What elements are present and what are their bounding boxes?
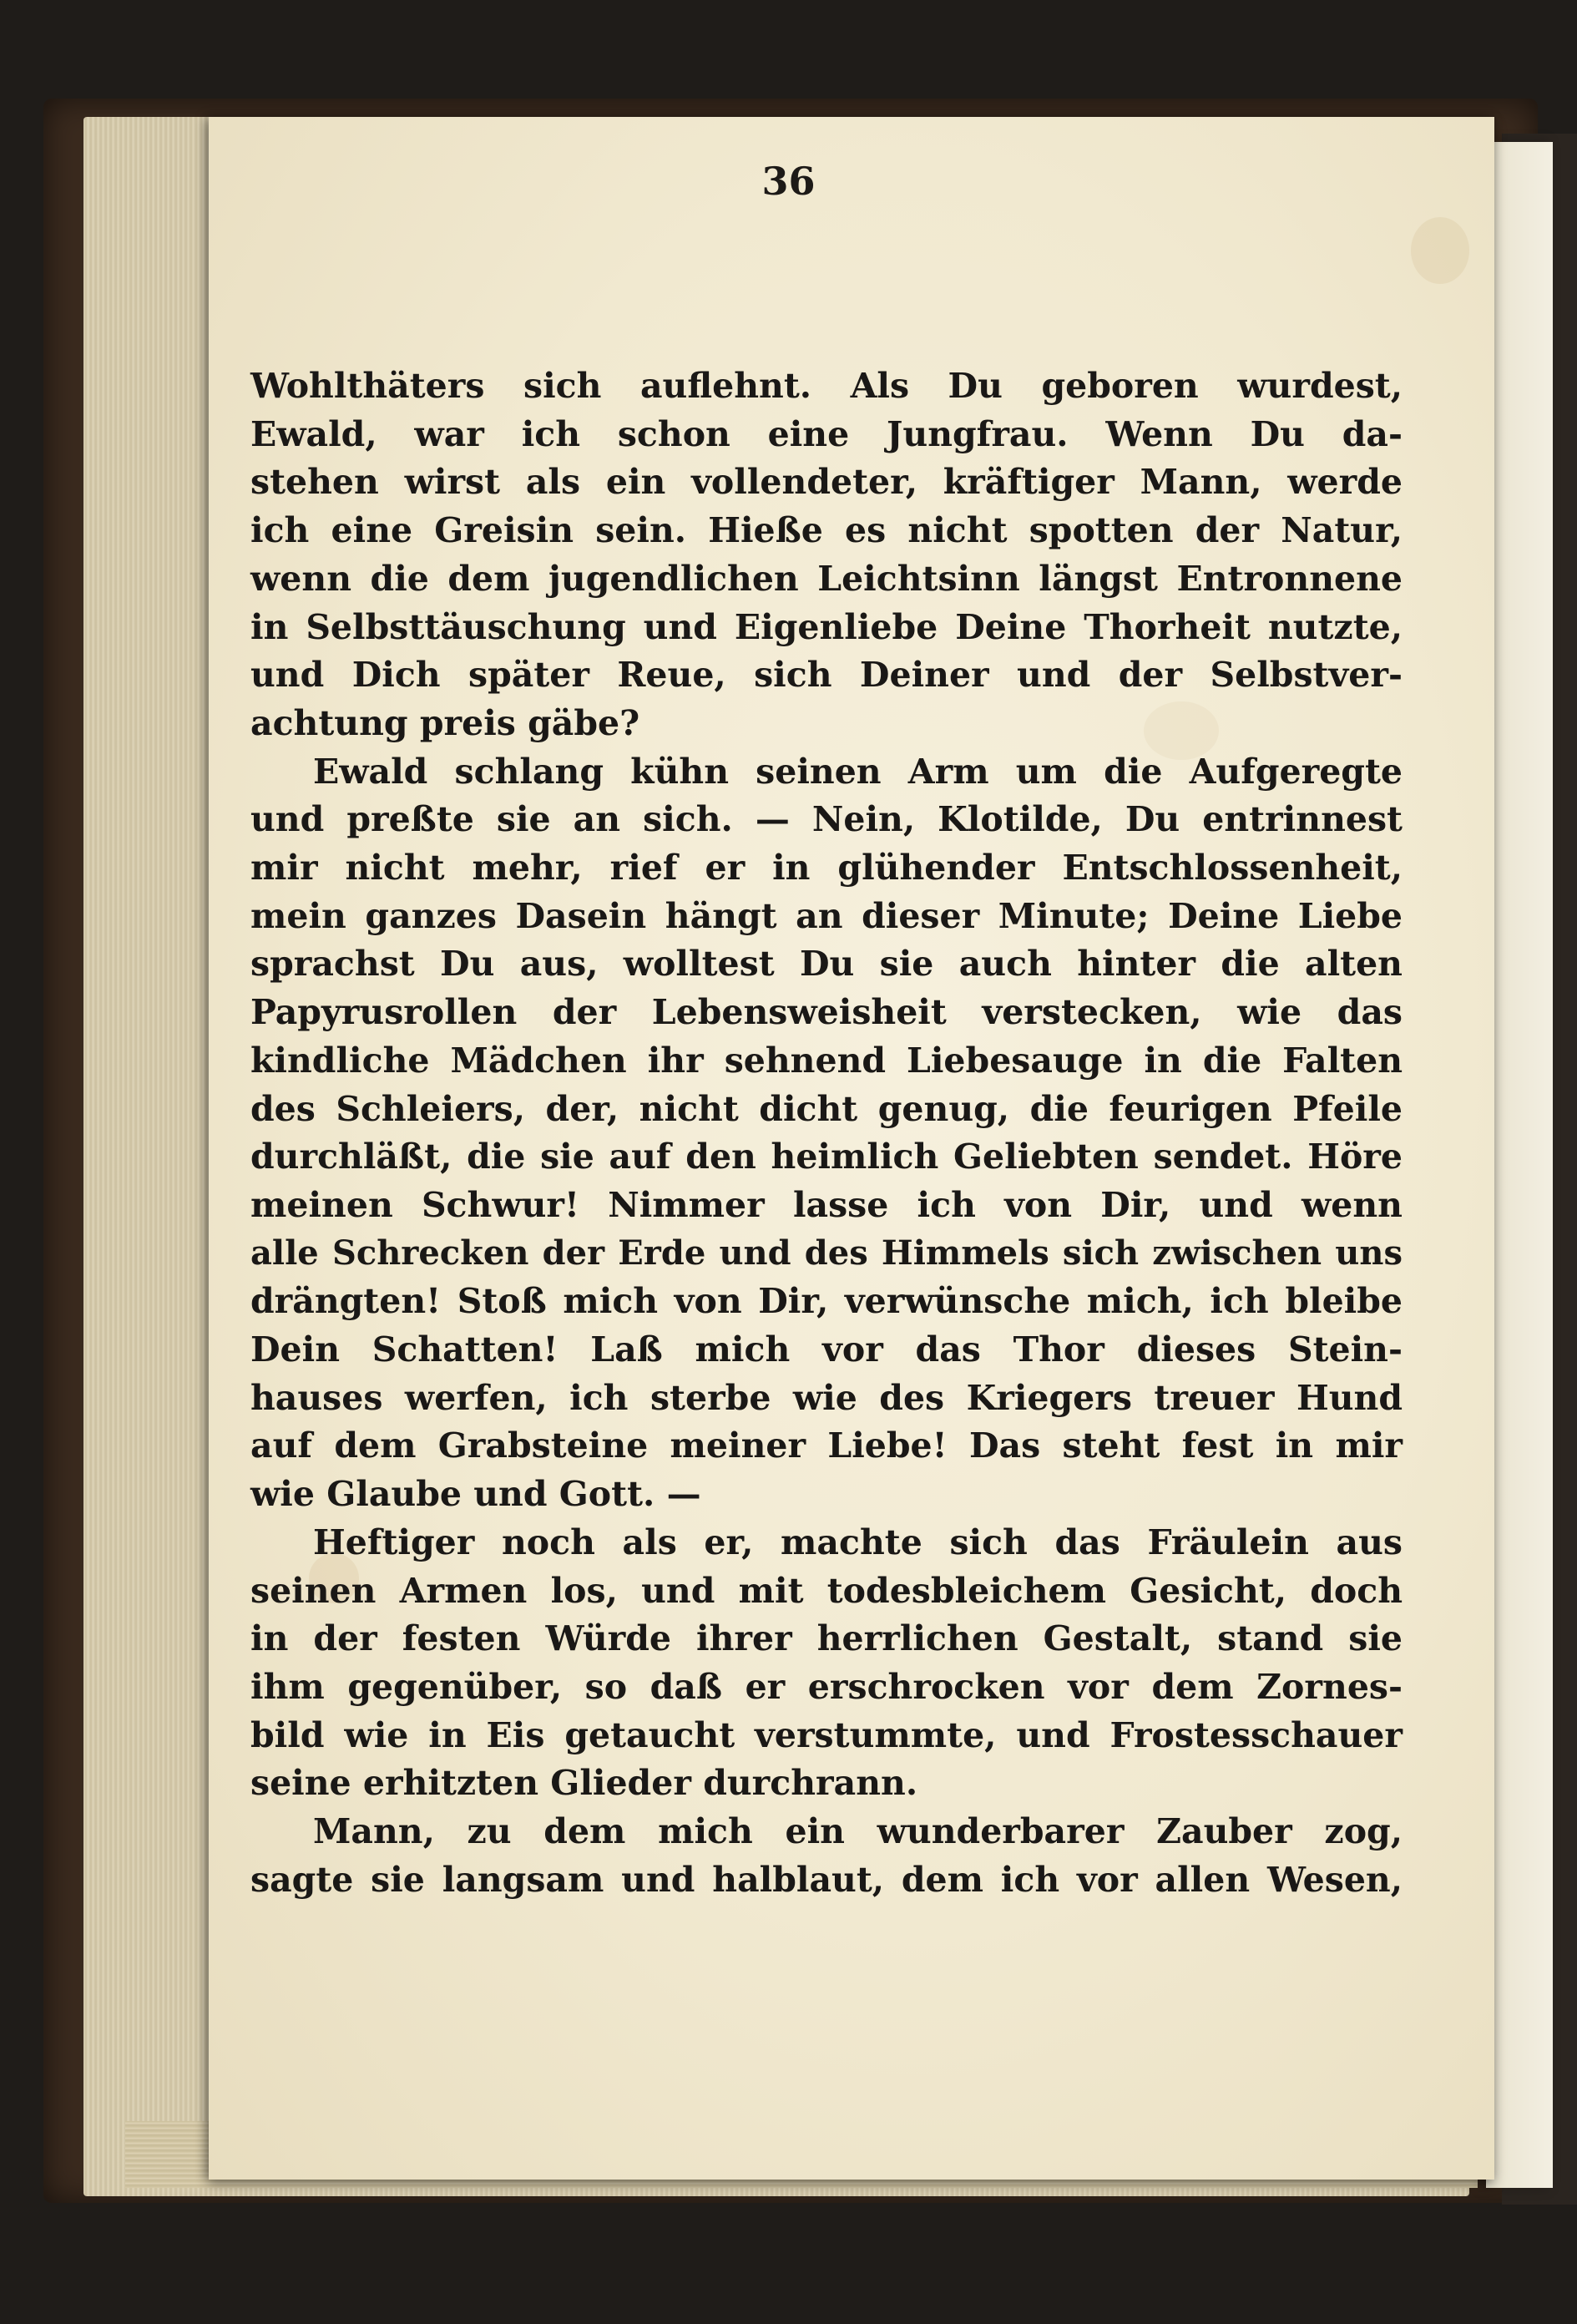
text-line: wie Glaube und Gott. — [250,1474,701,1514]
text-line: Mann, zu dem mich ein wunderbarer Zauber zog, [313,1811,1403,1851]
text-line: wenn die dem jugendlichen Leichtsinn längst Entronnene [250,559,1403,599]
text-line: durchläßt, die sie auf den heimlich Geliebten sendet. Höre [250,1137,1403,1177]
paper-stain [1411,217,1469,284]
text-line: stehen wirst als ein vollendeter, kräftiger Mann, werde [250,462,1403,502]
text-line: Heftiger noch als er, machte sich das Fräulein aus [313,1522,1403,1562]
text-line: drängten! Stoß mich von Dir, verwünsche mich, ich bleibe [250,1281,1403,1321]
text-line: Ewald schlang kühn seinen Arm um die Aufgeregte [313,752,1403,792]
text-line: und Dich später Reue, sich Deiner und der Selbstver- [250,655,1403,695]
text-line: Papyrusrollen der Lebensweisheit verstecken, wie das [250,992,1403,1032]
text-line: achtung preis gäbe? [250,703,640,743]
text-line: hauses werfen, ich sterbe wie des Kriegers treuer Hund [250,1378,1403,1418]
text-line: mein ganzes Dasein hängt an dieser Minute; Deine Liebe [250,896,1403,936]
text-line: alle Schrecken der Erde und des Himmels sich zwischen uns [250,1233,1403,1273]
text-line: in Selbsttäuschung und Eigenliebe Deine Thorheit nutzte, [250,607,1403,647]
text-line: Wohlthäters sich auflehnt. Als Du geboren wurdest, [250,366,1403,406]
text-line: sagte sie langsam und halblaut, dem ich vor allen Wesen, [250,1860,1403,1900]
text-line: und preßte sie an sich. — Nein, Klotilde, Du entrinnest [250,799,1403,839]
text-line: Ewald, war ich schon eine Jungfrau. Wenn Du da- [250,414,1403,454]
text-line: ihm gegenüber, so daß er erschrocken vor dem Zornes- [250,1667,1403,1707]
text-line: auf dem Grabsteine meiner Liebe! Das steht fest in mir [250,1425,1403,1466]
text-line: in der festen Würde ihrer herrlichen Gestalt, stand sie [250,1618,1403,1658]
text-line: Dein Schatten! Laß mich vor das Thor dieses Stein- [250,1329,1403,1370]
facing-page-edge [1486,142,1553,2188]
text-line: kindliche Mädchen ihr sehnend Liebesauge in die Falten [250,1040,1403,1081]
text-line: mir nicht mehr, rief er in glühender Entschlossenheit, [250,848,1403,888]
text-line: seine erhitzten Glieder durchrann. [250,1763,918,1803]
text-line: bild wie in Eis getaucht verstummte, und Frostesschauer [250,1715,1403,1755]
text-line: seinen Armen los, und mit todesbleichem Gesicht, doch [250,1571,1403,1611]
text-line: des Schleiers, der, nicht dicht genug, die feurigen Pfeile [250,1089,1403,1129]
text-line: meinen Schwur! Nimmer lasse ich von Dir, und wenn [250,1185,1403,1225]
text-line: ich eine Greisin sein. Hieße es nicht spotten der Natur, [250,510,1403,550]
page-number: 36 [761,159,816,204]
text-line: sprachst Du aus, wolltest Du sie auch hinter die alten [250,944,1403,984]
